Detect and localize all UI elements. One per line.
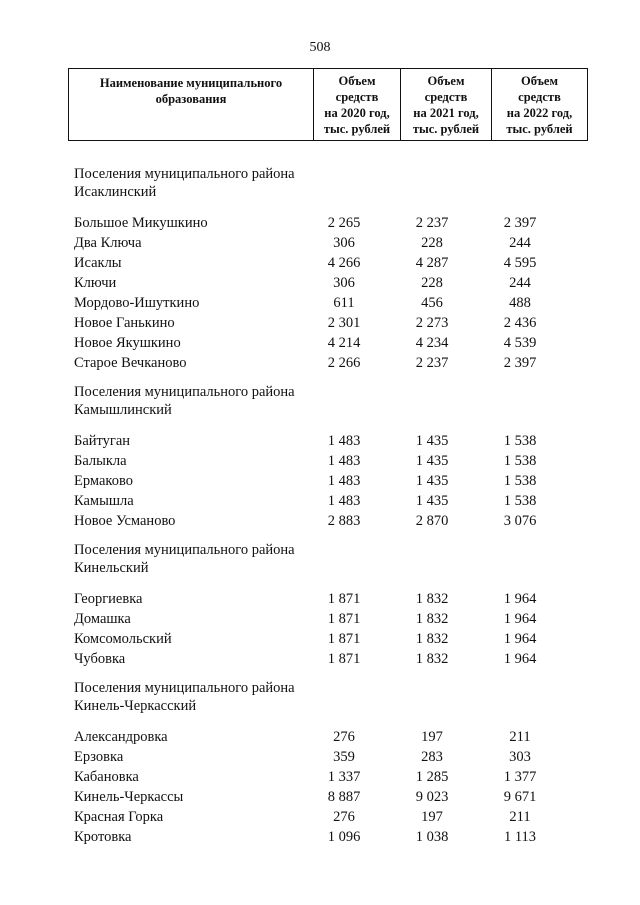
municipality-name: Новое Якушкино <box>74 335 181 351</box>
municipality-name: Кинель-Черкассы <box>74 789 184 805</box>
value-2022: 1 538 <box>503 473 537 489</box>
value-2022: 1 538 <box>503 453 537 469</box>
value-2020: 1 871 <box>327 651 361 667</box>
table-body <box>74 160 594 847</box>
value-2020: 1 483 <box>327 473 361 489</box>
value-2022: 1 538 <box>503 493 537 509</box>
header-line: тыс. рублей <box>506 122 573 136</box>
value-2020: 1 483 <box>327 433 361 449</box>
municipality-name: Новое Усманово <box>74 513 176 529</box>
value-2021: 2 237 <box>415 355 449 371</box>
value-2021: 197 <box>421 809 443 825</box>
value-2021: 4 287 <box>415 255 449 271</box>
section-title-line: Кинельский <box>74 560 149 576</box>
value-2020: 1 337 <box>327 769 361 785</box>
municipality-name: Большое Микушкино <box>74 215 208 231</box>
value-2022: 2 397 <box>503 215 537 231</box>
table-row <box>74 787 594 807</box>
value-2021: 283 <box>421 749 443 765</box>
value-2021: 1 038 <box>415 829 449 845</box>
table-row <box>74 353 594 373</box>
section-title-line: Камышлинский <box>74 402 172 418</box>
value-2021: 2 237 <box>415 215 449 231</box>
section-title-line: Кинель-Черкасский <box>74 698 197 714</box>
value-2020: 276 <box>333 809 355 825</box>
municipality-name: Александровка <box>74 729 168 745</box>
value-2022: 4 595 <box>503 255 537 271</box>
header-line: на 2020 год, <box>324 106 390 120</box>
municipality-name: Георгиевка <box>74 591 143 607</box>
value-2022: 303 <box>509 749 531 765</box>
header-line: тыс. рублей <box>323 122 391 136</box>
value-2022: 488 <box>509 295 531 311</box>
table-row <box>74 431 594 451</box>
value-2022: 3 076 <box>503 513 537 529</box>
value-2020: 611 <box>333 295 355 311</box>
value-2021: 228 <box>421 235 443 251</box>
table-row <box>74 767 594 787</box>
section-title <box>74 541 594 577</box>
header-volume-2021 <box>401 69 492 140</box>
table-row <box>74 451 594 471</box>
table-row <box>74 807 594 827</box>
section-title-line: Поселения муниципального района <box>74 680 295 696</box>
table-header <box>68 68 588 141</box>
municipality-name: Исаклы <box>74 255 122 271</box>
table-row <box>74 629 594 649</box>
header-volume-2022 <box>492 69 587 140</box>
value-2021: 1 832 <box>415 611 449 627</box>
table-row <box>74 491 594 511</box>
municipality-name: Ключи <box>74 275 117 291</box>
value-2021: 1 435 <box>415 493 449 509</box>
value-2020: 2 883 <box>327 513 361 529</box>
value-2020: 1 871 <box>327 611 361 627</box>
value-2021: 228 <box>421 275 443 291</box>
header-municipality-name <box>69 69 314 140</box>
table-row <box>74 747 594 767</box>
municipality-name: Кабановка <box>74 769 139 785</box>
section-title <box>74 679 594 715</box>
municipality-name: Комсомольский <box>74 631 172 647</box>
value-2020: 4 214 <box>327 335 361 351</box>
section-title-line: Поселения муниципального района <box>74 542 295 558</box>
municipality-name: Мордово-Ишуткино <box>74 295 200 311</box>
municipality-name: Байтуган <box>74 433 131 449</box>
value-2020: 1 096 <box>327 829 361 845</box>
table-row <box>74 471 594 491</box>
value-2022: 244 <box>509 235 531 251</box>
value-2020: 2 265 <box>327 215 361 231</box>
table-row <box>74 213 594 233</box>
value-2020: 1 483 <box>327 493 361 509</box>
table-row <box>74 253 594 273</box>
value-2022: 1 377 <box>503 769 537 785</box>
header-line: на 2021 год, <box>413 106 479 120</box>
value-2022: 211 <box>509 729 531 745</box>
value-2022: 211 <box>509 809 531 825</box>
value-2021: 4 234 <box>415 335 449 351</box>
municipality-name: Кротовка <box>74 829 132 845</box>
header-line: образования <box>155 92 227 106</box>
section-title <box>74 165 594 201</box>
municipality-name: Два Ключа <box>74 235 142 251</box>
header-line: Объем <box>520 74 558 88</box>
municipality-name: Камышла <box>74 493 134 509</box>
value-2022: 1 964 <box>503 591 537 607</box>
value-2021: 1 435 <box>415 433 449 449</box>
table-row <box>74 727 594 747</box>
page-number: 508 <box>309 40 331 55</box>
value-2020: 2 266 <box>327 355 361 371</box>
value-2021: 456 <box>421 295 443 311</box>
municipality-name: Ермаково <box>74 473 133 489</box>
header-line: Наименование муниципального <box>99 76 283 90</box>
table-row <box>74 649 594 669</box>
header-line: средств <box>424 90 468 104</box>
table-row <box>74 233 594 253</box>
header-line: средств <box>518 90 561 104</box>
value-2020: 306 <box>333 275 355 291</box>
header-line: средств <box>335 90 379 104</box>
value-2021: 1 832 <box>415 631 449 647</box>
table-row <box>74 609 594 629</box>
value-2022: 2 397 <box>503 355 537 371</box>
value-2020: 1 483 <box>327 453 361 469</box>
header-volume-2020 <box>314 69 401 140</box>
header-line: Объем <box>338 74 376 88</box>
header-line: на 2022 год, <box>506 106 573 120</box>
municipality-name: Новое Ганькино <box>74 315 175 331</box>
value-2020: 8 887 <box>327 789 361 805</box>
value-2021: 197 <box>421 729 443 745</box>
value-2020: 2 301 <box>327 315 361 331</box>
value-2021: 1 285 <box>415 769 449 785</box>
value-2022: 1 964 <box>503 631 537 647</box>
value-2021: 1 832 <box>415 651 449 667</box>
value-2020: 276 <box>333 729 355 745</box>
section-title-line: Поселения муниципального района <box>74 166 295 182</box>
table-row <box>74 511 594 531</box>
section-title-line: Исаклинский <box>74 184 157 200</box>
municipality-name: Ерзовка <box>74 749 124 765</box>
table-row <box>74 293 594 313</box>
value-2020: 4 266 <box>327 255 361 271</box>
municipality-name: Старое Вечканово <box>74 355 187 371</box>
value-2021: 1 832 <box>415 591 449 607</box>
value-2022: 1 964 <box>503 651 537 667</box>
section-title <box>74 383 594 419</box>
section-title-line: Поселения муниципального района <box>74 384 295 400</box>
value-2020: 306 <box>333 235 355 251</box>
municipality-name: Балыкла <box>74 453 127 469</box>
value-2021: 2 273 <box>415 315 449 331</box>
table-row <box>74 827 594 847</box>
value-2022: 1 964 <box>503 611 537 627</box>
value-2020: 1 871 <box>327 631 361 647</box>
municipality-name: Красная Горка <box>74 809 164 825</box>
value-2022: 1 113 <box>503 829 537 845</box>
value-2021: 9 023 <box>415 789 449 805</box>
value-2022: 244 <box>509 275 531 291</box>
header-line: Объем <box>427 74 465 88</box>
value-2022: 1 538 <box>503 433 537 449</box>
municipality-name: Чубовка <box>74 651 126 667</box>
table-row <box>74 313 594 333</box>
value-2021: 2 870 <box>415 513 449 529</box>
value-2020: 1 871 <box>327 591 361 607</box>
value-2022: 4 539 <box>503 335 537 351</box>
value-2021: 1 435 <box>415 453 449 469</box>
value-2021: 1 435 <box>415 473 449 489</box>
value-2020: 359 <box>333 749 355 765</box>
value-2022: 9 671 <box>503 789 537 805</box>
value-2022: 2 436 <box>503 315 537 331</box>
table-row <box>74 273 594 293</box>
header-line: тыс. рублей <box>412 122 480 136</box>
municipality-name: Домашка <box>74 611 131 627</box>
table-row <box>74 333 594 353</box>
table-row <box>74 589 594 609</box>
